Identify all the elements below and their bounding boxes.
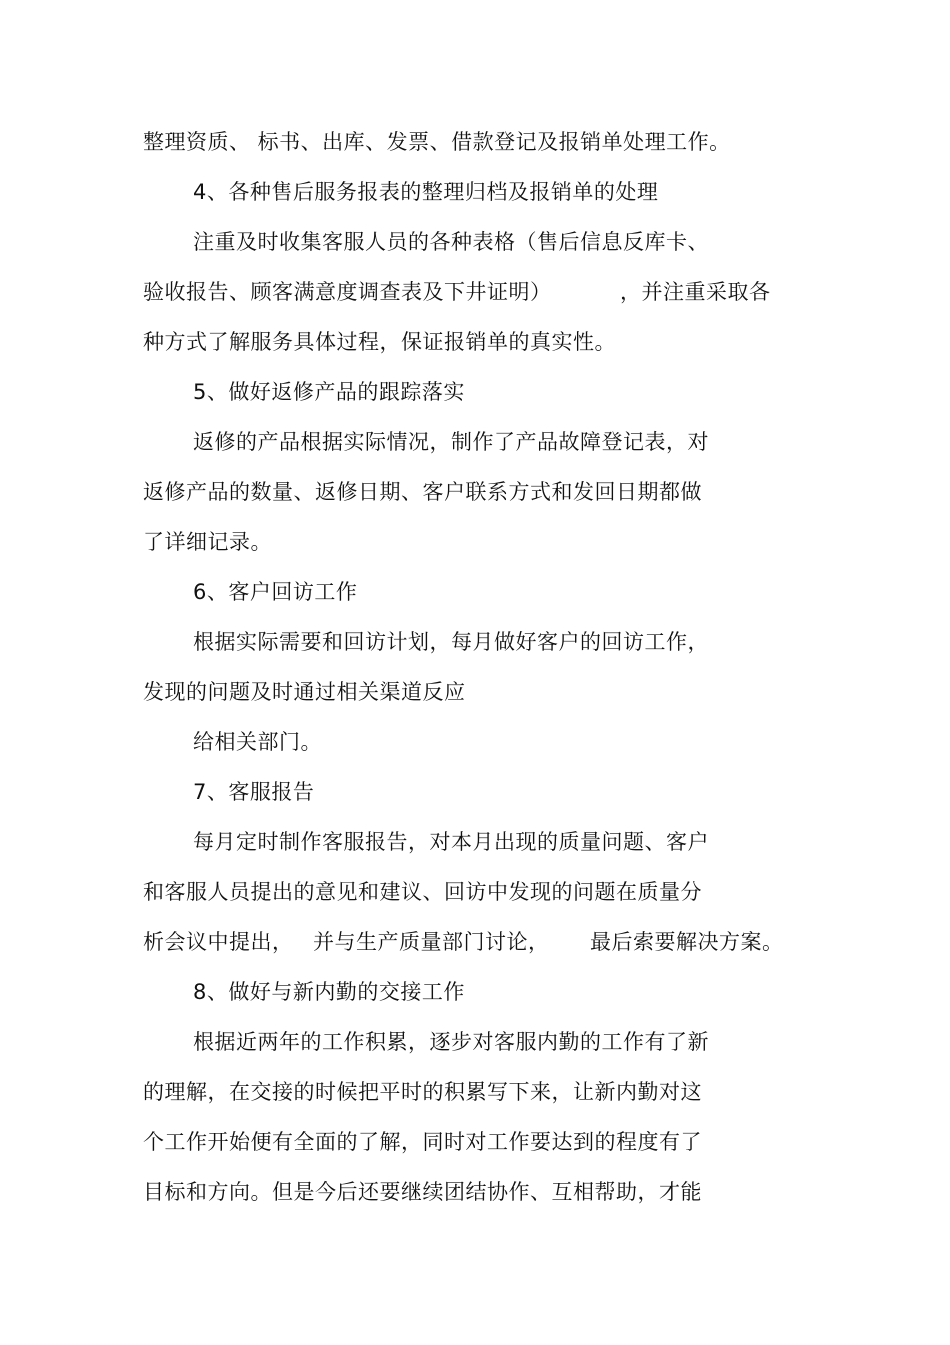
section-heading: 8、做好与新内勤的交接工作 (193, 980, 465, 1004)
text-line: 每月定时制作客服报告，对本月出现的质量问题、客户 (193, 830, 709, 854)
section-heading: 5、做好返修产品的跟踪落实 (193, 380, 465, 404)
text-line: 最后索要解决方案。 (590, 930, 784, 954)
text-line: 发现的问题及时通过相关渠道反应 (143, 680, 466, 704)
text-line: 种方式了解服务具体过程，保证报销单的真实性。 (143, 330, 616, 354)
text-line: 根据近两年的工作积累，逐步对客服内勤的工作有了新 (193, 1030, 709, 1054)
text-line: 验收报告、顾客满意度调查表及下井证明） (143, 280, 552, 304)
text-line: 返修产品的数量、返修日期、客户联系方式和发回日期都做 (143, 480, 702, 504)
text-line: 个工作开始便有全面的了解，同时对工作要达到的程度有了 (143, 1130, 702, 1154)
section-heading: 7、客服报告 (193, 780, 315, 804)
text-line: ，并注重采取各 (620, 280, 771, 304)
section-heading: 6、客户回访工作 (193, 580, 358, 604)
text-line: 了详细记录。 (143, 530, 272, 554)
section-heading: 4、各种售后服务报表的整理归档及报销单的处理 (193, 180, 659, 204)
text-line: 注重及时收集客服人员的各种表格（售后信息反库卡、 (193, 230, 709, 254)
text-line: 目标和方向。但是今后还要继续团结协作、互相帮助，才能 (143, 1180, 702, 1204)
text-line: 析会议中提出， (143, 930, 294, 954)
text-line: 的理解，在交接的时候把平时的积累写下来，让新内勤对这 (143, 1080, 702, 1104)
text-line: 给相关部门。 (193, 730, 322, 754)
text-line: 并与生产质量部门讨论， (313, 930, 550, 954)
text-line: 和客服人员提出的意见和建议、回访中发现的问题在质量分 (143, 880, 702, 904)
text-line: 返修的产品根据实际情况，制作了产品故障登记表，对 (193, 430, 709, 454)
text-line: 根据实际需要和回访计划，每月做好客户的回访工作， (193, 630, 709, 654)
text-line: 整理资质、 标书、出库、发票、借款登记及报销单处理工作。 (143, 130, 731, 154)
